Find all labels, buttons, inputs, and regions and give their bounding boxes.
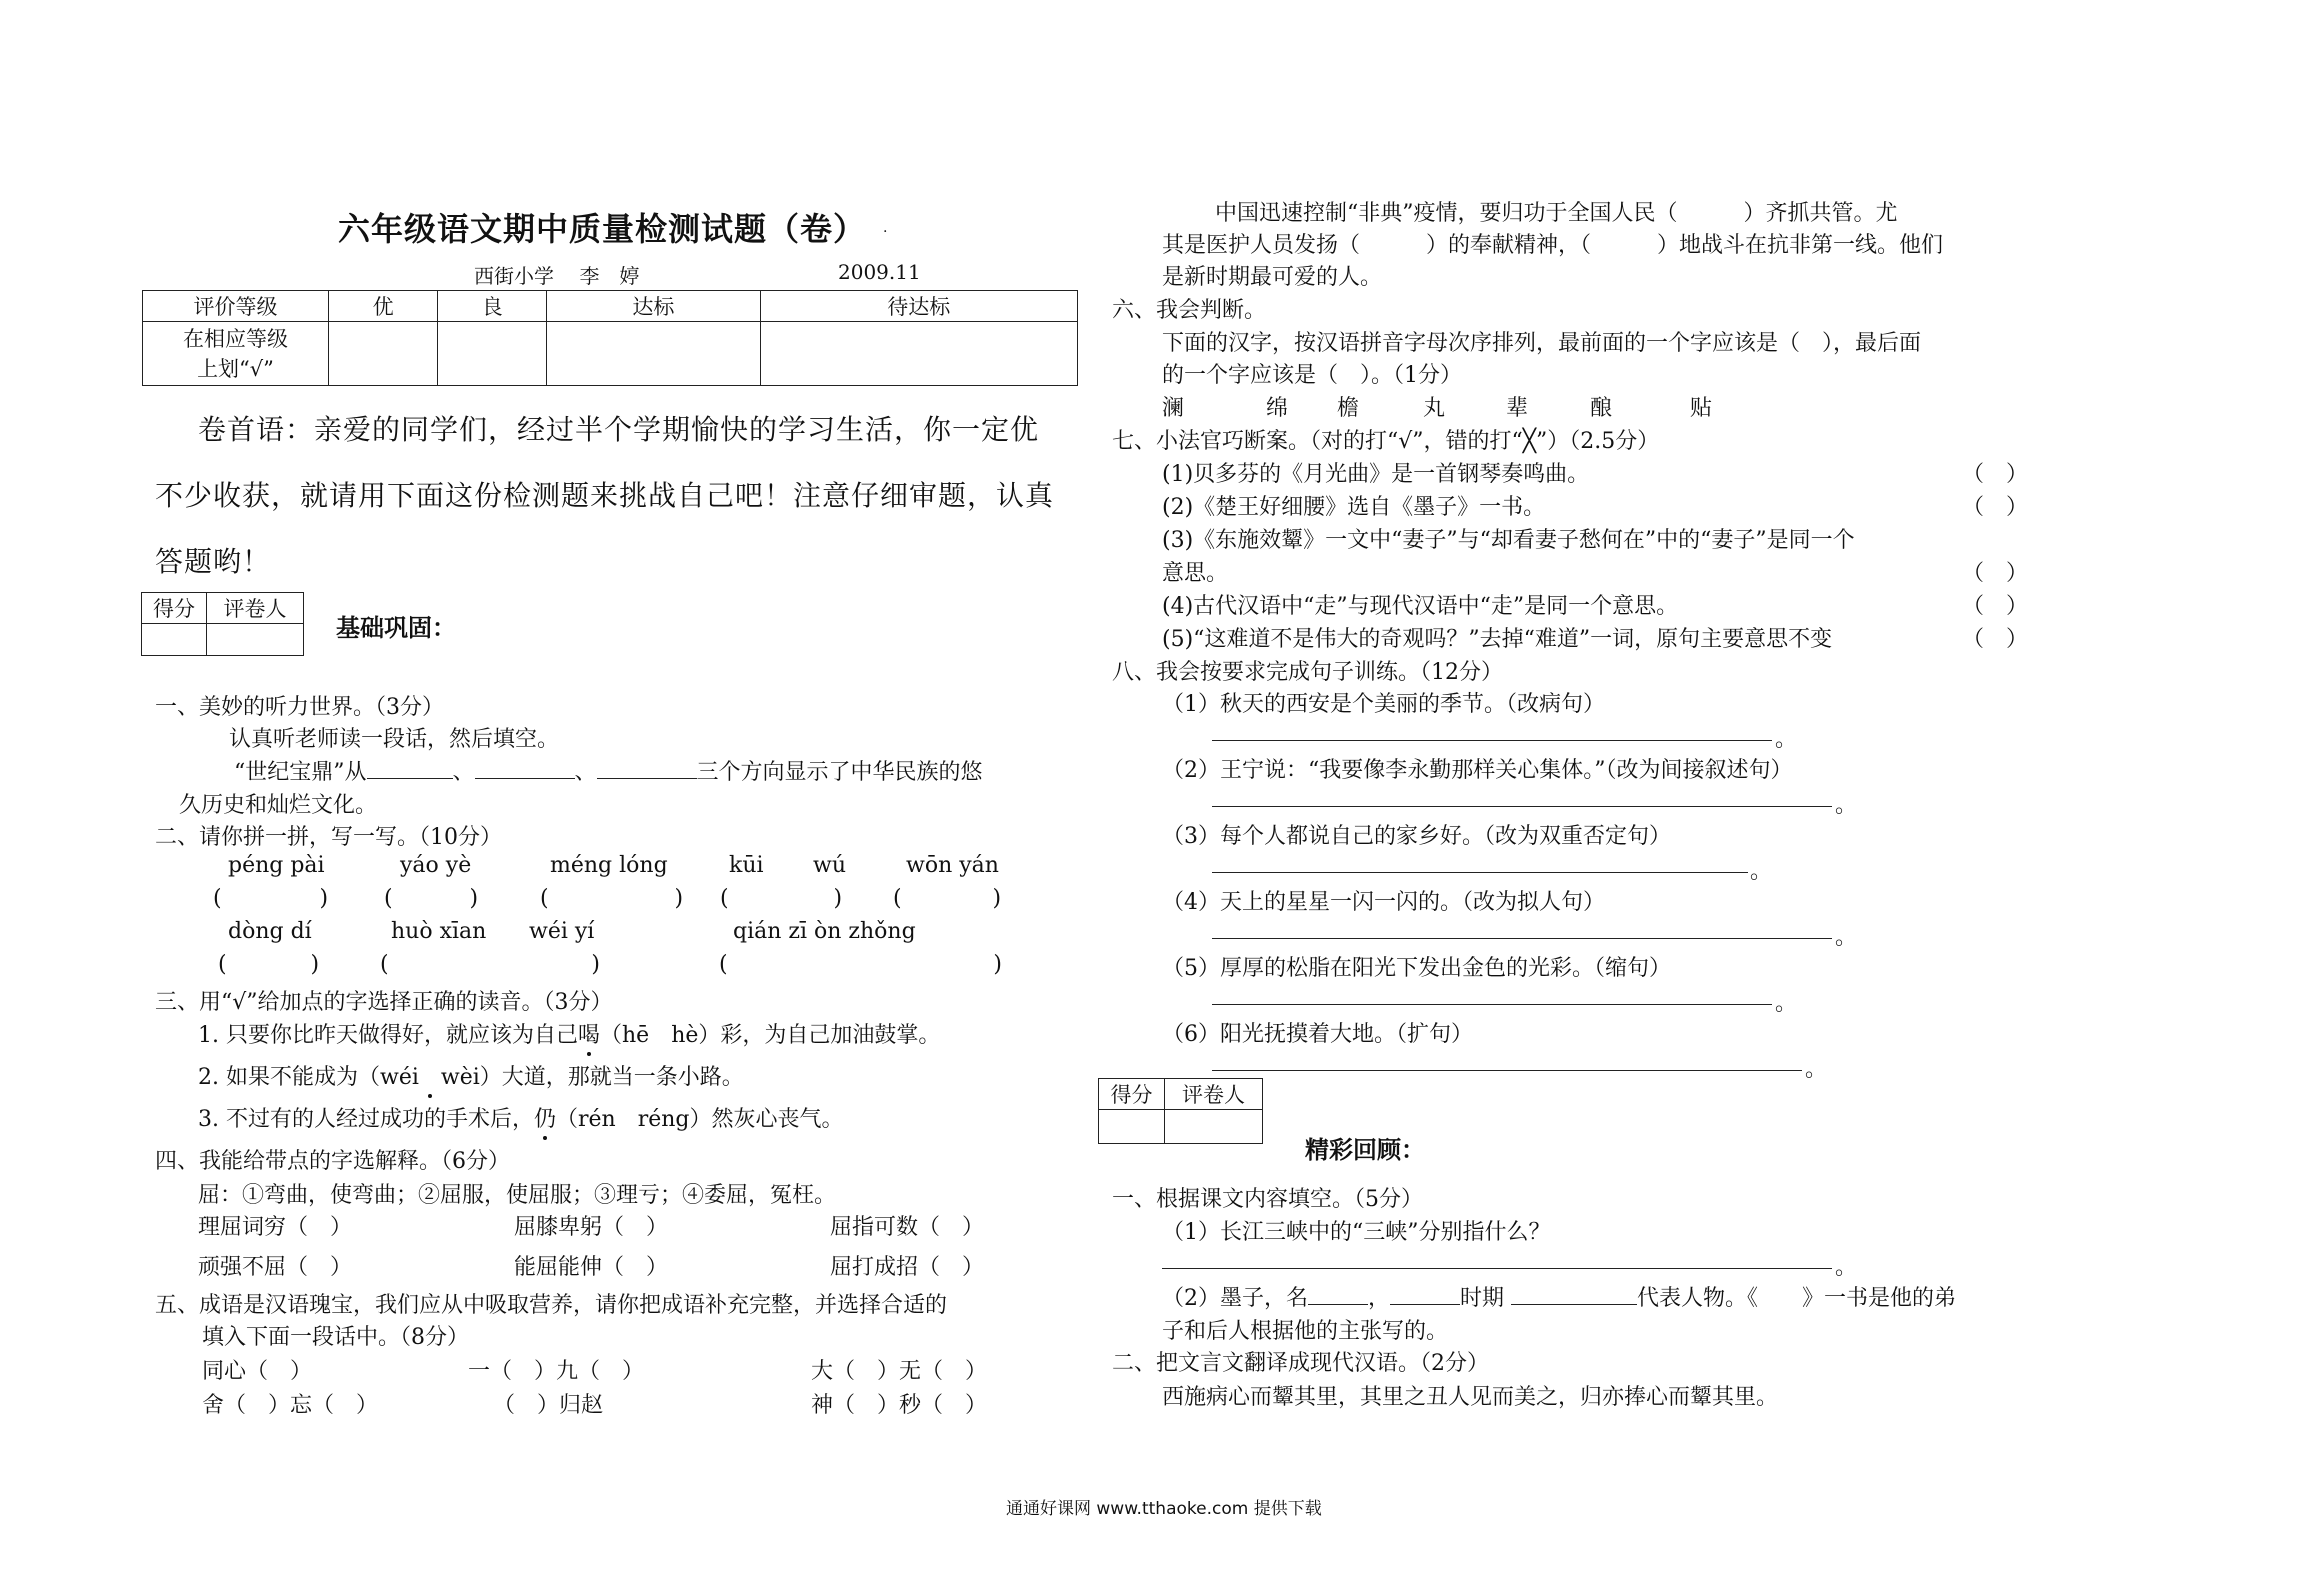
q8-period-6: 。 xyxy=(1805,1057,1828,1082)
section-title-basic: 基础巩固： xyxy=(336,613,456,642)
idiom-4[interactable]: 舍（ ）忘（ ） xyxy=(202,1393,379,1418)
title-mark: . xyxy=(883,220,888,236)
answer-paren-7[interactable]: ( ) xyxy=(380,952,600,977)
grade-header-label: 评价等级 xyxy=(143,291,329,322)
q8-answer-line-4[interactable] xyxy=(1212,938,1832,939)
q1-blank-2[interactable] xyxy=(475,756,575,779)
q1-sentence-cont: 久历史和灿烂文化。 xyxy=(179,793,378,818)
q5-title-cont: 填入下面一段话中。（8分） xyxy=(202,1325,469,1350)
r2-title: 二、把文言文翻译成现代汉语。（2分） xyxy=(1112,1351,1489,1376)
pinyin-8: huò xīan xyxy=(391,919,487,944)
q8-title: 八、我会按要求完成句子训练。（12分） xyxy=(1112,660,1503,685)
grade-cell-below[interactable] xyxy=(760,322,1077,386)
q7-item-3: (3)《东施效颦》一文中“妻子”与“却看妻子愁何在”中的“妻子”是同一个 xyxy=(1162,528,1855,553)
answer-paren-2[interactable]: ( ) xyxy=(384,886,479,911)
score-cell[interactable] xyxy=(142,624,207,656)
q8-item-5: （5）厚厚的松脂在阳光下发出金色的光彩。（缩句） xyxy=(1162,956,1671,981)
pinyin-5: wú xyxy=(813,853,846,878)
footer-credit: 通通好课网 www.tthaoke.com 提供下载 xyxy=(1006,1499,1322,1519)
intro-line-2: 不少收获，就请用下面这份检测题来挑战自己吧！注意仔细审题，认真 xyxy=(155,479,1055,512)
r2-text: 西施病心而颦其里，其里之丑人见而美之，归亦捧心而颦其里。 xyxy=(1162,1385,1779,1410)
r1-question-2: （2）墨子，名 ， 时期 代表人物。《 》一书是他的弟 xyxy=(1162,1281,1956,1312)
answer-paren-1[interactable]: ( ) xyxy=(213,886,329,911)
q8-answer-line-6[interactable] xyxy=(1212,1070,1802,1071)
q1-sentence: “世纪宝鼎”从 、 、 三个方向显示了中华民族的悠 xyxy=(234,755,983,786)
q7-answer-3[interactable]: （ ） xyxy=(1962,561,2029,586)
q6-char-6: 酿 xyxy=(1590,396,1613,421)
q6-char-2: 绵 xyxy=(1266,396,1289,421)
q1-blank-1[interactable] xyxy=(367,756,453,779)
q6-char-4: 丸 xyxy=(1423,396,1446,421)
q4-item-6[interactable]: 屈打成招（ ） xyxy=(830,1255,985,1280)
q7-answer-2[interactable]: （ ） xyxy=(1962,495,2029,520)
r1-answer-line[interactable] xyxy=(1162,1268,1832,1269)
q8-item-1: （1）秋天的西安是个美丽的季节。（改病句） xyxy=(1162,692,1605,717)
q8-period-2: 。 xyxy=(1835,793,1858,818)
q1-title: 一、美妙的听力世界。（3分） xyxy=(155,695,444,720)
r1-question-2-cont: 子和后人根据他的主张写的。 xyxy=(1162,1319,1449,1344)
score-label-2: 得分 xyxy=(1099,1079,1165,1110)
grader-label-2: 评卷人 xyxy=(1164,1079,1262,1110)
q8-item-6: （6）阳光抚摸着大地。（扩句） xyxy=(1162,1022,1473,1047)
q6-char-3: 檐 xyxy=(1337,396,1360,421)
q8-item-2: （2）王宁说：“我要像李永勤那样关心集体。”（改为间接叙述句） xyxy=(1162,758,1793,783)
page-title: 六年级语文期中质量检测试题（卷） xyxy=(338,210,867,248)
byline xyxy=(474,260,639,289)
q3-title: 三、用“√”给加点的字选择正确的读音。（3分） xyxy=(155,990,613,1015)
pinyin-9: wéi yí xyxy=(529,919,595,944)
answer-paren-8[interactable]: ( ) xyxy=(719,952,1002,977)
passage-line-2: 其是医护人员发扬（ ）的奉献精神，（ ）地战斗在抗非第一线。他们 xyxy=(1162,233,1944,258)
q7-answer-1[interactable]: （ ） xyxy=(1962,462,2029,487)
answer-paren-5[interactable]: ( ) xyxy=(893,886,1002,911)
pinyin-1: péng pài xyxy=(228,853,325,878)
school-name: 西街小学 xyxy=(474,264,554,288)
grade-level-below: 待达标 xyxy=(760,291,1077,322)
pinyin-4: kūi xyxy=(729,853,764,878)
r1-blank-name[interactable] xyxy=(1308,1282,1368,1305)
r1-blank-school[interactable] xyxy=(1511,1282,1637,1305)
q8-item-3: （3）每个人都说自己的家乡好。（改为双重否定句） xyxy=(1162,824,1671,849)
q6-char-7: 贴 xyxy=(1690,396,1713,421)
q4-item-5[interactable]: 能屈能伸（ ） xyxy=(514,1255,669,1280)
q5-title: 五、成语是汉语瑰宝，我们应从中吸取营养，请你把成语补充完整，并选择合适的 xyxy=(155,1293,948,1318)
q8-item-4: （4）天上的星星一闪一闪的。（改为拟人句） xyxy=(1162,890,1605,915)
q6-line-1: 下面的汉字，按汉语拼音字母次序排列，最前面的一个字应该是（ ），最后面 xyxy=(1162,331,1922,356)
grade-cell-pass[interactable] xyxy=(547,322,760,386)
intro-line-1: 卷首语：亲爱的同学们，经过半个学期愉快的学习生活，你一定优 xyxy=(198,413,1040,446)
q6-line-2: 的一个字应该是（ ）。（1分） xyxy=(1162,363,1462,388)
r1-question-1: （1）长江三峡中的“三峡”分别指什么？ xyxy=(1162,1220,1551,1245)
score-cell-2[interactable] xyxy=(1099,1110,1165,1144)
grade-cell-excellent[interactable] xyxy=(329,322,438,386)
answer-paren-6[interactable]: ( ) xyxy=(218,952,320,977)
grade-table xyxy=(142,290,1078,386)
q7-answer-5[interactable]: （ ） xyxy=(1962,627,2029,652)
q8-answer-line-2[interactable] xyxy=(1212,806,1832,807)
q3-item-1: 1. 只要你比昨天做得好，就应该为自己喝（hē hè）彩，为自己加油鼓掌。 xyxy=(198,1023,941,1048)
idiom-6[interactable]: 神（ ）秒（ ） xyxy=(811,1393,988,1418)
grade-level-pass: 达标 xyxy=(547,291,760,322)
q7-item-1: (1)贝多芬的《月光曲》是一首钢琴奏鸣曲。 xyxy=(1162,462,1590,487)
score-box-1 xyxy=(141,592,304,656)
pinyin-7: dòng dí xyxy=(228,919,312,944)
answer-paren-4[interactable]: ( ) xyxy=(720,886,843,911)
q6-char-1: 澜 xyxy=(1162,396,1185,421)
passage-line-1: 中国迅速控制“非典”疫情，要归功于全国人民（ ）齐抓共管。尤 xyxy=(1215,201,1898,226)
q4-item-2[interactable]: 屈膝卑躬（ ） xyxy=(514,1215,669,1240)
q3-item-2: 2. 如果不能成为（wéi wèi）大道，那就当一条小路。 xyxy=(198,1065,744,1090)
grader-label: 评卷人 xyxy=(207,593,304,624)
grade-level-excellent: 优 xyxy=(329,291,438,322)
idiom-2[interactable]: 一（ ）九（ ） xyxy=(468,1359,645,1384)
q8-period-4: 。 xyxy=(1835,925,1858,950)
q6-title: 六、我会判断。 xyxy=(1112,298,1267,323)
q4-definition: 屈：①弯曲，使弯曲；②屈服，使屈服；③理亏；④委屈，冤枉。 xyxy=(198,1183,837,1208)
idiom-3[interactable]: 大（ ）无（ ） xyxy=(811,1359,988,1384)
q7-answer-4[interactable]: （ ） xyxy=(1962,594,2029,619)
r1-blank-era[interactable] xyxy=(1390,1282,1460,1305)
grader-cell-2[interactable] xyxy=(1164,1110,1262,1144)
q8-period-3: 。 xyxy=(1750,859,1773,884)
q1-instruction: 认真听老师读一段话，然后填空。 xyxy=(229,727,560,752)
author-name: 李 婷 xyxy=(579,264,640,288)
idiom-1[interactable]: 同心（ ） xyxy=(202,1359,313,1384)
answer-paren-3[interactable]: ( ) xyxy=(540,886,684,911)
grade-row-label: 在相应等级 上划“√” xyxy=(143,322,329,386)
score-box-2 xyxy=(1098,1078,1263,1144)
byline-date: 2009.11 xyxy=(838,260,921,284)
q4-item-1[interactable]: 理屈词穷（ ） xyxy=(198,1215,353,1240)
grader-cell[interactable] xyxy=(207,624,304,656)
q1-blank-3[interactable] xyxy=(597,756,697,779)
pinyin-10: qián zī òn zhǒng xyxy=(733,919,916,944)
q7-item-3-cont: 意思。 xyxy=(1162,561,1229,586)
q3-item-3: 3. 不过有的人经过成功的手术后，仍（rén réng）然灰心丧气。 xyxy=(198,1107,844,1132)
r1-period: 。 xyxy=(1835,1255,1858,1280)
q8-answer-line-1[interactable] xyxy=(1212,740,1772,741)
q4-title: 四、我能给带点的字选解释。（6分） xyxy=(155,1149,510,1174)
section-title-review: 精彩回顾： xyxy=(1305,1135,1425,1164)
grade-cell-good[interactable] xyxy=(438,322,547,386)
q7-item-4: (4)古代汉语中“走”与现代汉语中“走”是同一个意思。 xyxy=(1162,594,1679,619)
pinyin-3: méng lóng xyxy=(550,853,668,878)
passage-line-3: 是新时期最可爱的人。 xyxy=(1162,265,1383,290)
intro-line-3: 答题哟！ xyxy=(155,545,272,578)
pinyin-2: yáo yè xyxy=(400,853,472,878)
score-label: 得分 xyxy=(142,593,207,624)
q8-period-5: 。 xyxy=(1775,991,1798,1016)
q7-item-2: (2)《楚王好细腰》选自《墨子》一书。 xyxy=(1162,495,1546,520)
q7-item-5: (5)“这难道不是伟大的奇观吗？”去掉“难道”一词，原句主要意思不变 xyxy=(1162,627,1833,652)
r1-title: 一、根据课文内容填空。（5分） xyxy=(1112,1187,1423,1212)
idiom-5[interactable]: （ ）归赵 xyxy=(493,1393,604,1418)
q8-answer-line-3[interactable] xyxy=(1212,872,1748,873)
q2-title: 二、请你拼一拼，写一写。（10分） xyxy=(155,825,502,850)
q6-char-5: 辈 xyxy=(1506,396,1529,421)
q7-title: 七、小法官巧断案。（对的打“√”，错的打“╳”）（2.5分） xyxy=(1112,429,1660,454)
grade-level-good: 良 xyxy=(438,291,547,322)
q4-item-4[interactable]: 顽强不屈（ ） xyxy=(198,1255,353,1280)
q4-item-3[interactable]: 屈指可数（ ） xyxy=(830,1215,985,1240)
pinyin-6: wōn yán xyxy=(906,853,999,878)
q8-period-1: 。 xyxy=(1775,727,1798,752)
q8-answer-line-5[interactable] xyxy=(1212,1004,1772,1005)
